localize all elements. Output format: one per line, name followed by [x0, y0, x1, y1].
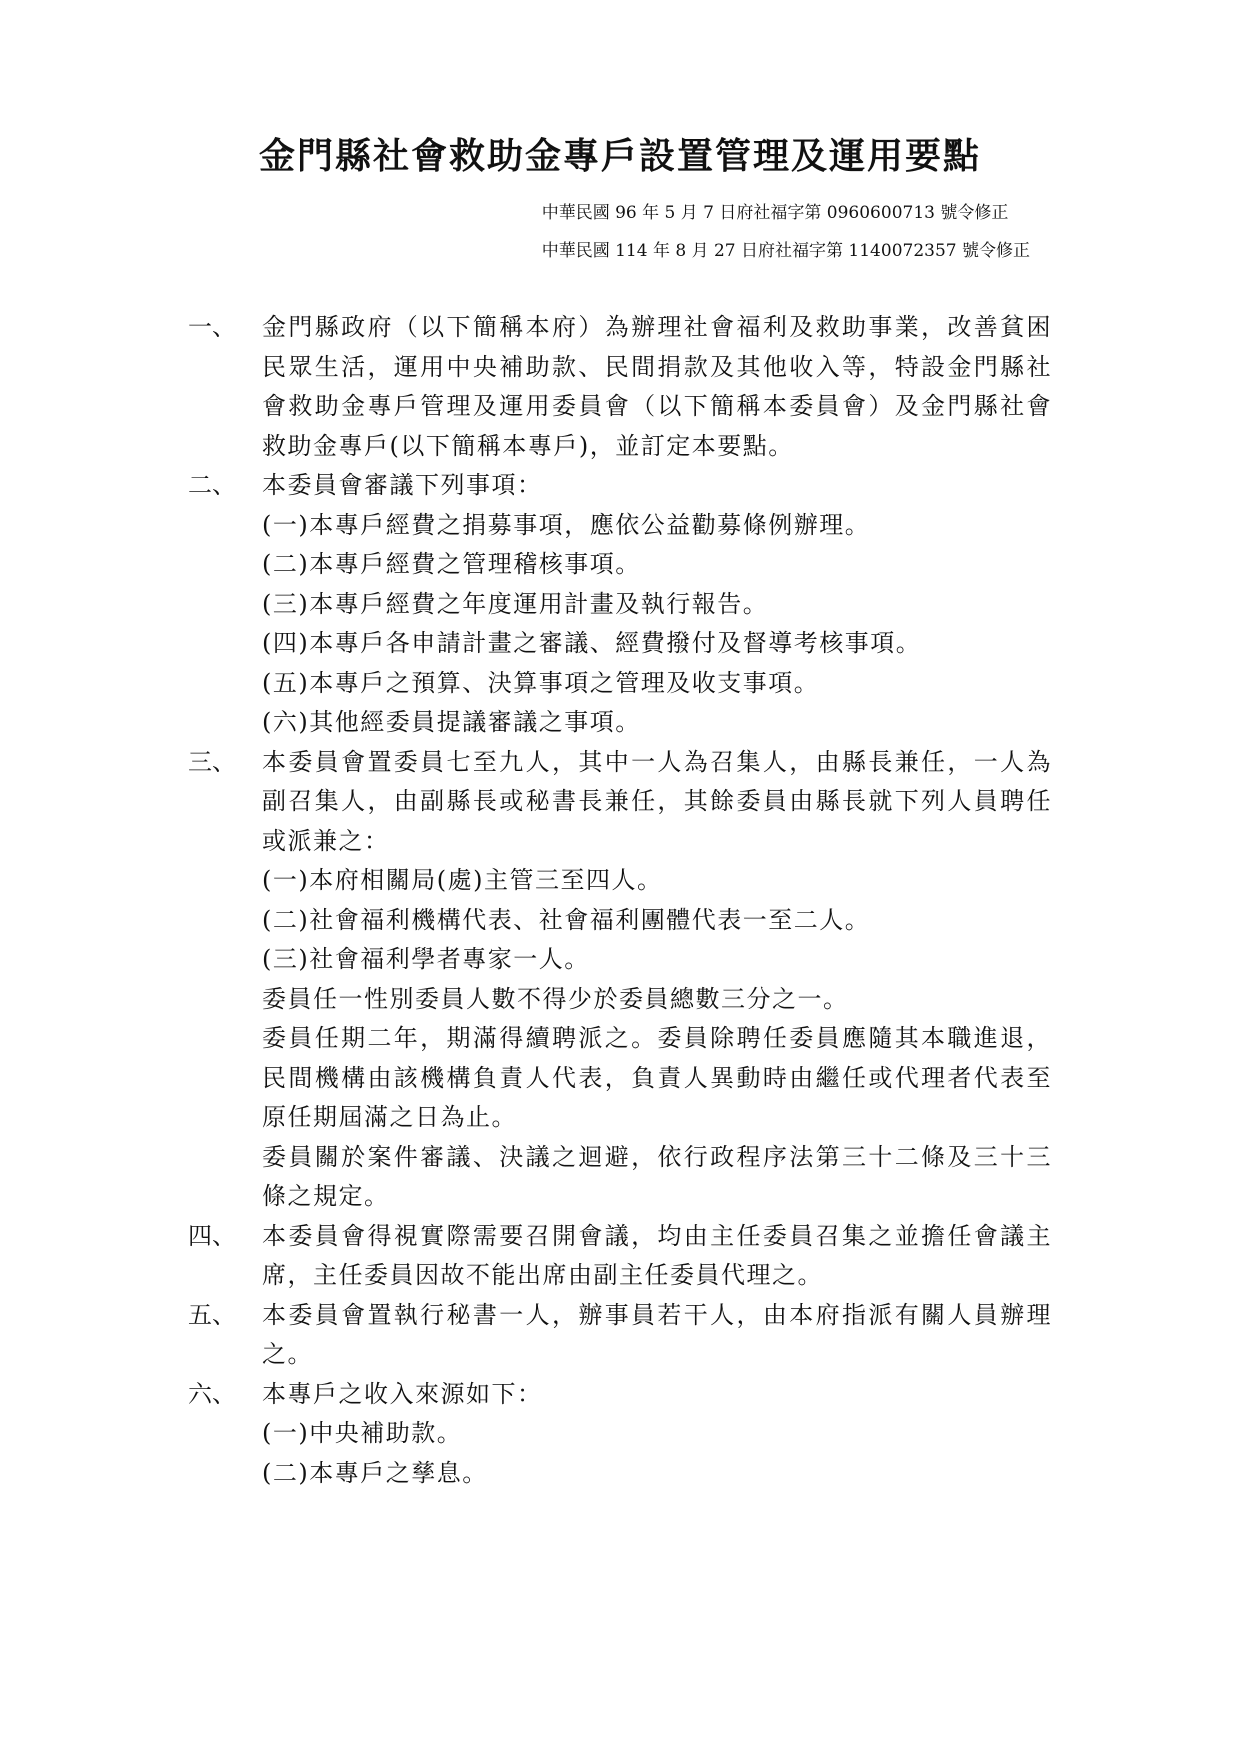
- clause-5: [0, 1296, 1240, 1375]
- sub-item: (五)本專戶之預算、決算事項之管理及收支事項。: [262, 668, 820, 697]
- clause-number: 六、: [188, 1379, 236, 1408]
- amendment-note: 中華民國 114 年 8 月 27 日府社福字第 1140072357 號令修正: [541, 241, 1030, 261]
- clause-number: 四、: [188, 1221, 236, 1250]
- clause-4: [0, 1217, 1240, 1296]
- sub-item: (六)其他經委員提議審議之事項。: [262, 708, 641, 736]
- sub-item: (二)社會福利機構代表、社會福利團體代表一至二人。: [262, 905, 871, 934]
- sub-item: (三)社會福利學者專家一人。: [262, 945, 590, 973]
- clause-6: [0, 1375, 1240, 1494]
- sub-paragraph: 委員關於案件審議、決議之迴避，依行政程序法第三十二條及三十三條之規定。: [262, 1142, 1052, 1210]
- sub-paragraph: 委員任一性別委員人數不得少於委員總數三分之一。: [262, 984, 849, 1013]
- clause-number: 五、: [188, 1300, 236, 1329]
- clause-text: 本委員會置執行秘書一人，辦事員若干人，由本府指派有關人員辦理之。: [262, 1300, 1052, 1368]
- amendment-note: 中華民國 96 年 5 月 7 日府社福字第 0960600713 號令修正: [541, 203, 1009, 223]
- sub-paragraph: 委員任期二年，期滿得續聘派之。委員除聘任委員應隨其本職進退，民間機構由該機構負責人代表，負責人異動時由繼任或代理者代表至原任期屆滿之日為止。: [262, 1024, 1052, 1131]
- clause-text: 本專戶之收入來源如下：: [262, 1379, 543, 1408]
- sub-item: (一)中央補助款。: [262, 1419, 463, 1447]
- clause-number: 一、: [188, 313, 236, 341]
- clause-2: [0, 466, 1240, 743]
- clause-text: 本委員會審議下列事項：: [262, 471, 543, 499]
- document-body: [0, 308, 1240, 1493]
- sub-item: (二)本專戶之孳息。: [262, 1458, 488, 1487]
- document-title: 金門縣社會救助金專戶設置管理及運用要點: [258, 135, 981, 177]
- clause-text: 本委員會得視實際需要召開會議，均由主任委員召集之並擔任會議主席，主任委員因故不能出席由副主任委員代理之。: [262, 1221, 1052, 1289]
- amendment-notes: [542, 194, 1030, 270]
- sub-item: (二)本專戶經費之管理稽核事項。: [262, 550, 641, 578]
- clause-number: 二、: [188, 471, 236, 499]
- clause-1: [0, 308, 1240, 466]
- clause-number: 三、: [188, 747, 236, 776]
- sub-item: (三)本專戶經費之年度運用計畫及執行報告。: [262, 589, 769, 618]
- sub-item: (四)本專戶各申請計畫之審議、經費撥付及督導考核事項。: [262, 629, 922, 657]
- clause-text: 金門縣政府（以下簡稱本府）為辦理社會福利及救助事業，改善貧困民眾生活，運用中央補助款、民間捐款及其他收入等，特設金門縣社會救助金專戶管理及運用委員會（以下簡稱本委員會）及金門縣社會救助金專戶(以下簡稱本專戶)，並訂定本要點。: [262, 313, 1052, 460]
- sub-item: (一)本專戶經費之捐募事項，應依公益勸募條例辦理。: [262, 510, 871, 539]
- sub-item: (一)本府相關局(處)主管三至四人。: [262, 866, 663, 894]
- clause-text: 本委員會置委員七至九人，其中一人為召集人，由縣長兼任，一人為副召集人，由副縣長或秘書長兼任，其餘委員由縣長就下列人員聘任或派兼之：: [262, 747, 1052, 855]
- clause-3: [0, 743, 1240, 1217]
